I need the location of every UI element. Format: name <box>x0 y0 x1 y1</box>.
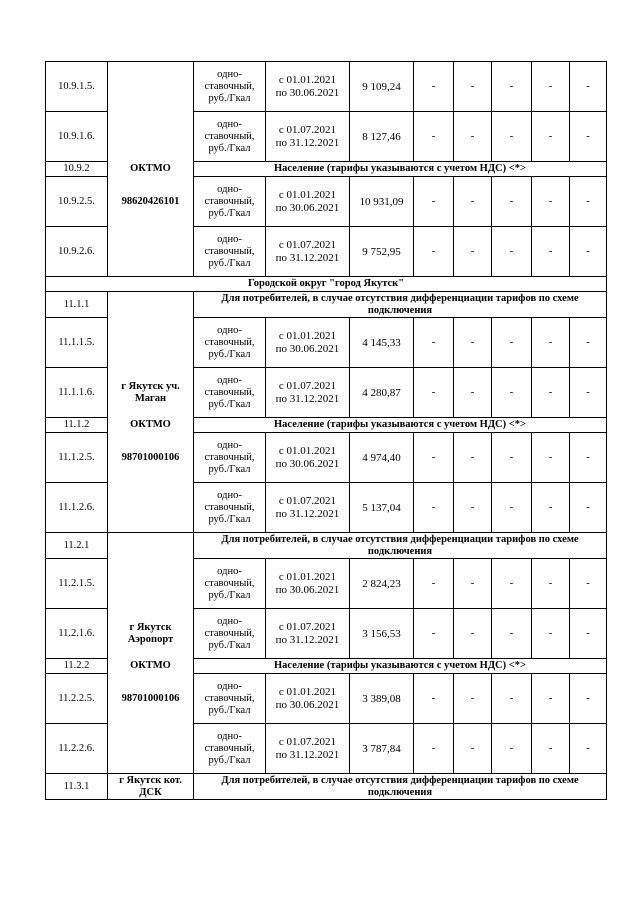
table-row <box>46 162 607 177</box>
empty-value-cell: - <box>492 724 532 774</box>
empty-value-cell: - <box>414 62 454 112</box>
empty-value-cell: - <box>570 227 607 277</box>
empty-value-cell: - <box>414 433 454 483</box>
tariff-value: 3 787,84 <box>350 724 414 774</box>
location-cell <box>108 112 194 162</box>
location-cell <box>108 483 194 533</box>
location-cell: г Якутск Аэропорт <box>108 609 194 659</box>
table-row <box>46 559 607 609</box>
tariff-period: с 01.07.2021 по 31.12.2021 <box>266 483 350 533</box>
tariff-type: одно- ставочный, руб./Гкал <box>194 609 266 659</box>
empty-value-cell: - <box>414 674 454 724</box>
tariff-type: одно- ставочный, руб./Гкал <box>194 112 266 162</box>
empty-value-cell: - <box>454 724 492 774</box>
empty-value-cell: - <box>570 674 607 724</box>
tariff-type: одно- ставочный, руб./Гкал <box>194 483 266 533</box>
row-number: 11.1.1 <box>46 292 108 318</box>
empty-value-cell: - <box>414 227 454 277</box>
empty-value-cell: - <box>454 483 492 533</box>
tariff-value: 3 389,08 <box>350 674 414 724</box>
tariff-period: с 01.01.2021 по 30.06.2021 <box>266 62 350 112</box>
empty-value-cell: - <box>492 62 532 112</box>
tariff-value: 9 752,95 <box>350 227 414 277</box>
empty-value-cell: - <box>414 609 454 659</box>
empty-value-cell: - <box>532 724 570 774</box>
empty-value-cell: - <box>570 62 607 112</box>
empty-value-cell: - <box>570 483 607 533</box>
empty-value-cell: - <box>492 318 532 368</box>
row-number: 10.9.2.6. <box>46 227 108 277</box>
table-row <box>46 433 607 483</box>
table-row <box>46 62 607 112</box>
row-number: 11.1.2.5. <box>46 433 108 483</box>
tariff-value: 9 109,24 <box>350 62 414 112</box>
empty-value-cell: - <box>492 177 532 227</box>
tariff-type: одно- ставочный, руб./Гкал <box>194 62 266 112</box>
row-number: 11.2.2 <box>46 659 108 674</box>
tariff-type: одно- ставочный, руб./Гкал <box>194 227 266 277</box>
tariff-table <box>45 61 607 800</box>
location-cell <box>108 724 194 774</box>
empty-value-cell: - <box>454 674 492 724</box>
table-row <box>46 368 607 418</box>
location-cell <box>108 559 194 609</box>
row-number: 11.1.1.5. <box>46 318 108 368</box>
empty-value-cell: - <box>414 559 454 609</box>
empty-value-cell: - <box>532 483 570 533</box>
tariff-type: одно- ставочный, руб./Гкал <box>194 433 266 483</box>
tariff-value: 4 280,87 <box>350 368 414 418</box>
row-number: 11.2.2.6. <box>46 724 108 774</box>
empty-value-cell: - <box>570 724 607 774</box>
row-number: 10.9.1.5. <box>46 62 108 112</box>
empty-value-cell: - <box>454 609 492 659</box>
empty-value-cell: - <box>492 433 532 483</box>
tariff-value: 5 137,04 <box>350 483 414 533</box>
empty-value-cell: - <box>454 368 492 418</box>
empty-value-cell: - <box>414 368 454 418</box>
row-number: 10.9.1.6. <box>46 112 108 162</box>
empty-value-cell: - <box>414 177 454 227</box>
table-row <box>46 533 607 559</box>
location-cell: 98620426101 <box>108 177 194 227</box>
location-cell: ОКТМО <box>108 659 194 674</box>
row-number: 11.1.1.6. <box>46 368 108 418</box>
empty-value-cell: - <box>570 318 607 368</box>
location-cell: ОКТМО <box>108 162 194 177</box>
empty-value-cell: - <box>454 227 492 277</box>
empty-value-cell: - <box>532 227 570 277</box>
location-cell: 98701000106 <box>108 674 194 724</box>
table-row <box>46 483 607 533</box>
table-row <box>46 227 607 277</box>
tariff-type: одно- ставочный, руб./Гкал <box>194 368 266 418</box>
location-cell: г Якутск кот. ДСК <box>108 774 194 800</box>
tariff-value: 4 974,40 <box>350 433 414 483</box>
empty-value-cell: - <box>492 368 532 418</box>
location-cell <box>108 62 194 112</box>
empty-value-cell: - <box>532 318 570 368</box>
empty-value-cell: - <box>532 559 570 609</box>
section-title: Городской округ "город Якутск" <box>46 277 607 292</box>
group-header: Для потребителей, в случае отсутствия дифференциации тарифов по схеме подключения <box>194 533 607 559</box>
tariff-type: одно- ставочный, руб./Гкал <box>194 318 266 368</box>
row-number: 10.9.2 <box>46 162 108 177</box>
tariff-value: 2 824,23 <box>350 559 414 609</box>
empty-value-cell: - <box>454 318 492 368</box>
empty-value-cell: - <box>454 112 492 162</box>
location-cell <box>108 533 194 559</box>
tariff-period: с 01.01.2021 по 30.06.2021 <box>266 559 350 609</box>
table-row <box>46 177 607 227</box>
empty-value-cell: - <box>492 609 532 659</box>
table-row <box>46 318 607 368</box>
tariff-type: одно- ставочный, руб./Гкал <box>194 724 266 774</box>
empty-value-cell: - <box>532 177 570 227</box>
empty-value-cell: - <box>492 112 532 162</box>
table-row <box>46 277 607 292</box>
group-header: Население (тарифы указываются с учетом НДС) <*> <box>194 659 607 674</box>
empty-value-cell: - <box>570 112 607 162</box>
empty-value-cell: - <box>414 724 454 774</box>
tariff-value: 8 127,46 <box>350 112 414 162</box>
group-header: Для потребителей, в случае отсутствия дифференциации тарифов по схеме подключения <box>194 292 607 318</box>
tariff-type: одно- ставочный, руб./Гкал <box>194 559 266 609</box>
row-number: 11.2.1.6. <box>46 609 108 659</box>
empty-value-cell: - <box>414 318 454 368</box>
empty-value-cell: - <box>532 674 570 724</box>
empty-value-cell: - <box>570 433 607 483</box>
tariff-type: одно- ставочный, руб./Гкал <box>194 674 266 724</box>
table-row <box>46 774 607 800</box>
tariff-period: с 01.01.2021 по 30.06.2021 <box>266 318 350 368</box>
empty-value-cell: - <box>570 609 607 659</box>
empty-value-cell: - <box>532 62 570 112</box>
table-row <box>46 659 607 674</box>
table-row <box>46 112 607 162</box>
row-number: 11.2.1 <box>46 533 108 559</box>
location-cell <box>108 227 194 277</box>
empty-value-cell: - <box>492 227 532 277</box>
location-cell: г Якутск уч. Маган <box>108 368 194 418</box>
table-row <box>46 724 607 774</box>
tariff-value: 3 156,53 <box>350 609 414 659</box>
empty-value-cell: - <box>492 674 532 724</box>
group-header: Население (тарифы указываются с учетом НДС) <*> <box>194 418 607 433</box>
empty-value-cell: - <box>492 559 532 609</box>
empty-value-cell: - <box>532 609 570 659</box>
row-number: 11.1.2.6. <box>46 483 108 533</box>
empty-value-cell: - <box>454 177 492 227</box>
tariff-period: с 01.07.2021 по 31.12.2021 <box>266 609 350 659</box>
empty-value-cell: - <box>532 112 570 162</box>
location-cell <box>108 292 194 318</box>
tariff-type: одно- ставочный, руб./Гкал <box>194 177 266 227</box>
location-cell: ОКТМО <box>108 418 194 433</box>
tariff-period: с 01.07.2021 по 31.12.2021 <box>266 112 350 162</box>
group-header: Население (тарифы указываются с учетом НДС) <*> <box>194 162 607 177</box>
empty-value-cell: - <box>454 62 492 112</box>
table-row <box>46 292 607 318</box>
location-cell <box>108 318 194 368</box>
empty-value-cell: - <box>492 483 532 533</box>
tariff-value: 4 145,33 <box>350 318 414 368</box>
tariff-value: 10 931,09 <box>350 177 414 227</box>
row-number: 11.2.1.5. <box>46 559 108 609</box>
empty-value-cell: - <box>414 483 454 533</box>
row-number: 11.3.1 <box>46 774 108 800</box>
tariff-period: с 01.07.2021 по 31.12.2021 <box>266 724 350 774</box>
empty-value-cell: - <box>570 559 607 609</box>
empty-value-cell: - <box>570 177 607 227</box>
table-row <box>46 418 607 433</box>
empty-value-cell: - <box>454 559 492 609</box>
tariff-period: с 01.01.2021 по 30.06.2021 <box>266 674 350 724</box>
table-row <box>46 609 607 659</box>
row-number: 10.9.2.5. <box>46 177 108 227</box>
empty-value-cell: - <box>570 368 607 418</box>
tariff-period: с 01.07.2021 по 31.12.2021 <box>266 368 350 418</box>
tariff-period: с 01.01.2021 по 30.06.2021 <box>266 177 350 227</box>
empty-value-cell: - <box>454 433 492 483</box>
group-header: Для потребителей, в случае отсутствия дифференциации тарифов по схеме подключения <box>194 774 607 800</box>
empty-value-cell: - <box>532 433 570 483</box>
location-cell: 98701000106 <box>108 433 194 483</box>
empty-value-cell: - <box>532 368 570 418</box>
tariff-period: с 01.01.2021 по 30.06.2021 <box>266 433 350 483</box>
table-row <box>46 674 607 724</box>
row-number: 11.2.2.5. <box>46 674 108 724</box>
row-number: 11.1.2 <box>46 418 108 433</box>
tariff-period: с 01.07.2021 по 31.12.2021 <box>266 227 350 277</box>
empty-value-cell: - <box>414 112 454 162</box>
